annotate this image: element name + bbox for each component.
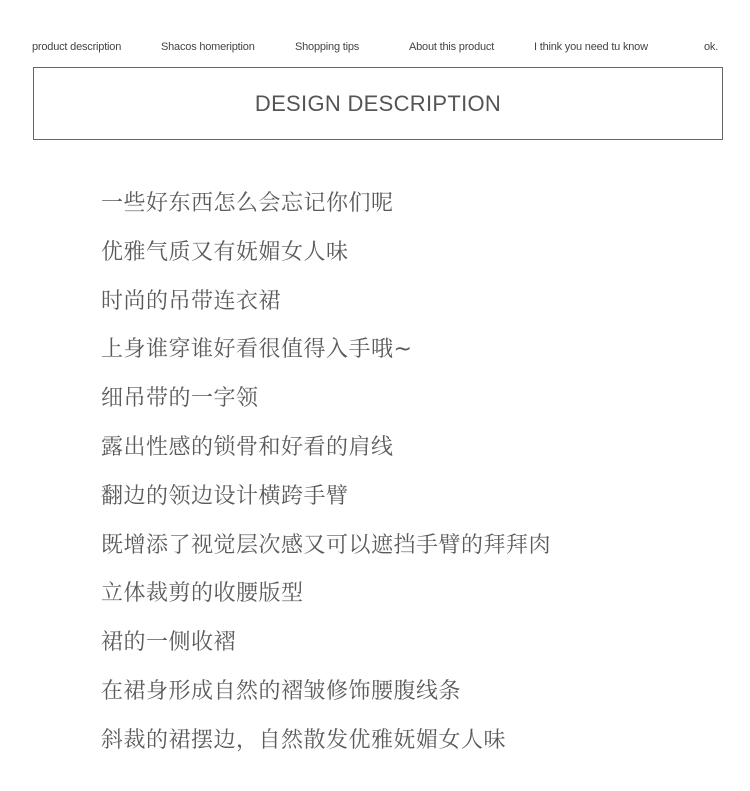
nav-tab-product-description[interactable]: product description — [32, 41, 122, 53]
top-navigation — [0, 40, 750, 54]
design-description-list — [101, 187, 551, 773]
description-line: 翻边的领边设计横跨手臂 — [101, 483, 349, 509]
nav-tab-ok[interactable]: ok. — [704, 41, 719, 53]
description-line: 上身谁穿谁好看很值得入手哦~ — [101, 337, 413, 363]
description-line: 立体裁剪的收腰版型 — [101, 581, 304, 607]
description-line: 裙的一侧收褶 — [101, 630, 237, 656]
nav-tab-shopping-tips[interactable]: Shopping tips — [295, 41, 360, 53]
nav-tab-about-this-product[interactable]: About this product — [409, 41, 495, 53]
section-title-box — [33, 67, 723, 140]
nav-tab-shacos-homeription[interactable]: Shacos homeription — [161, 41, 255, 53]
nav-tab-i-think-you-need-to-know[interactable]: I think you need tu know — [534, 41, 648, 53]
description-line: 露出性感的锁骨和好看的肩线 — [101, 434, 394, 460]
section-title: DESIGN DESCRIPTION — [254, 91, 502, 116]
description-line: 斜裁的裙摆边，自然散发优雅妩媚女人味 — [101, 727, 507, 753]
description-line: 一些好东西怎么会忘记你们呢 — [101, 191, 394, 216]
description-line: 优雅气质又有妩媚女人味 — [101, 239, 349, 265]
description-line: 既增添了视觉层次感又可以遮挡手臂的拜拜肉 — [101, 532, 552, 558]
description-line: 在裙身形成自然的褶皱修饰腰腹线条 — [101, 678, 462, 704]
description-line: 时尚的吊带连衣裙 — [101, 288, 282, 314]
description-line: 细吊带的一字领 — [101, 386, 259, 412]
